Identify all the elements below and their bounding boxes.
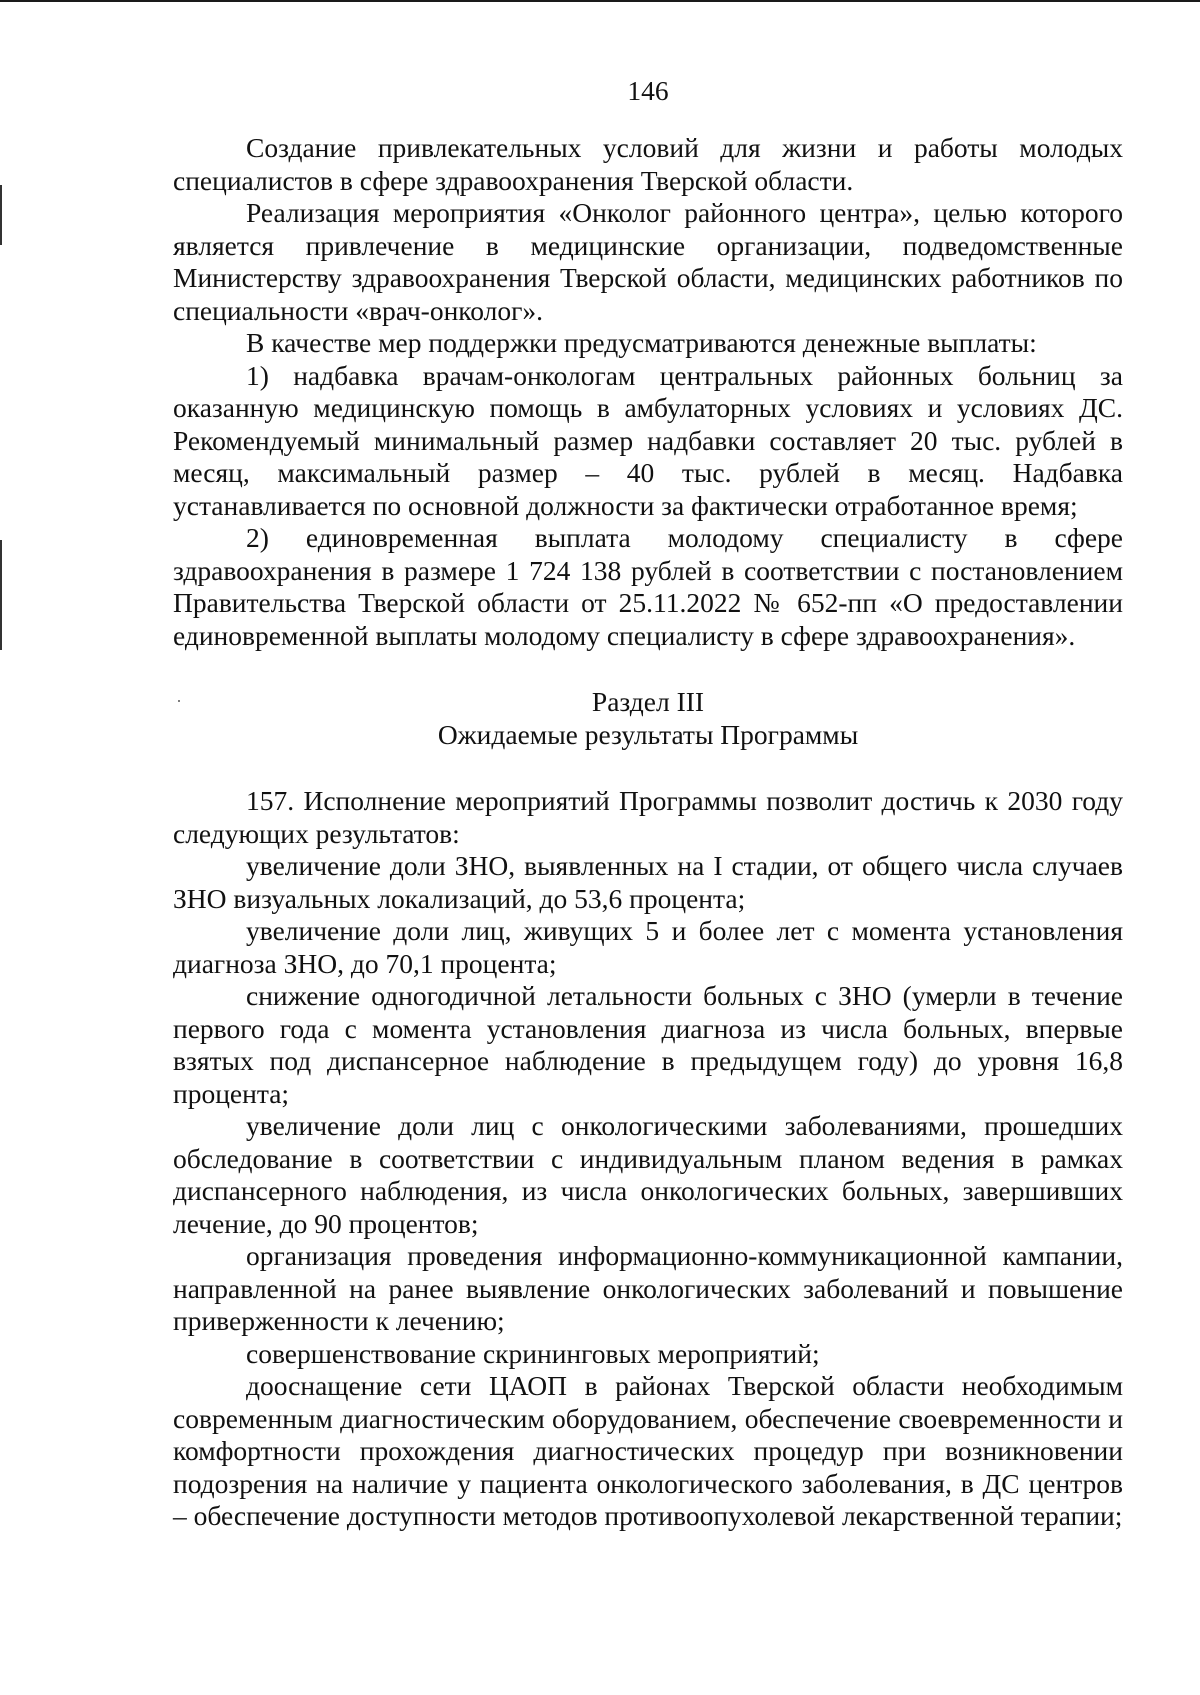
paragraph: увеличение доли лиц, живущих 5 и более лет с момента установления диагноза ЗНО, до 70,1 процента; xyxy=(173,915,1123,979)
results-section xyxy=(173,785,1123,1533)
section-number: Раздел III xyxy=(591,686,705,717)
scan-left-mark xyxy=(0,185,2,245)
page-number: 146 xyxy=(627,75,669,106)
section-title: Ожидаемые результаты Программы xyxy=(437,718,859,750)
paragraph: Реализация мероприятия «Онколог районного центра», целью которого является привлечение в медицинские организации, подведомственные Министерству здравоохранения Тверской области, медицинских работников по специальности «врач-онколог». xyxy=(173,197,1123,326)
paragraph: 157. Исполнение мероприятий Программы позволит достичь к 2030 году следующих результатов: xyxy=(173,785,1123,849)
paragraph: дооснащение сети ЦАОП в районах Тверской области необходимым современным диагностическим оборудованием, обеспечение своевременности и комфортности прохождения диагностических процедур при возникновении подозрения на наличие у пациента онкологического заболевания, в ДС центров – обеспечение доступности методов противоопухолевой лекарственной терапии; xyxy=(173,1370,1123,1531)
scan-top-edge xyxy=(0,0,1200,2)
paragraph: увеличение доли лиц с онкологическими заболеваниями, прошедших обследование в соответствии с индивидуальным планом ведения в рамках диспансерного наблюдения, из числа онкологических больных, завершивших лечение, до 90 процентов; xyxy=(173,1110,1123,1239)
paragraph: Создание привлекательных условий для жизни и работы молодых специалистов в сфере здравоохранения Тверской области. xyxy=(173,132,1123,196)
scan-left-mark xyxy=(0,540,2,650)
paragraph: совершенствование скрининговых мероприятий; xyxy=(246,1337,820,1369)
intro-section xyxy=(173,132,1123,652)
paragraph: 2) единовременная выплата молодому специалисту в сфере здравоохранения в размере 1 724 138 рублей в соответствии с постановлением Правительства Тверской области от 25.11.2022 № 652-пп «О предоставлении единовременной выплаты молодому специалисту в сфере здравоохранения». xyxy=(173,522,1123,651)
paragraph: организация проведения информационно-коммуникационной кампании, направленной на ранее выявление онкологических заболеваний и повышение приверженности к лечению; xyxy=(173,1240,1123,1336)
section-heading xyxy=(173,686,1123,751)
paragraph: 1) надбавка врачам-онкологам центральных районных больниц за оказанную медицинскую помощь в амбулаторных условиях и условиях ДС. Рекомендуемый минимальный размер надбавки составляет 20 тыс. рублей в месяц, максимальный размер – 40 тыс. рублей в месяц. Надбавка устанавливается по основной должности за фактически отработанное время; xyxy=(173,359,1123,521)
paragraph: увеличение доли ЗНО, выявленных на I стадии, от общего числа случаев ЗНО визуальных локализаций, до 53,6 процента; xyxy=(173,850,1123,914)
paragraph: В качестве мер поддержки предусматриваются денежные выплаты: xyxy=(246,327,1037,358)
paragraph: снижение одногодичной летальности больных с ЗНО (умерли в течение первого года с момента установления диагноза из числа больных, впервые взятых под диспансерное наблюдение в предыдущем году) до уровня 16,8 процента; xyxy=(173,980,1123,1109)
